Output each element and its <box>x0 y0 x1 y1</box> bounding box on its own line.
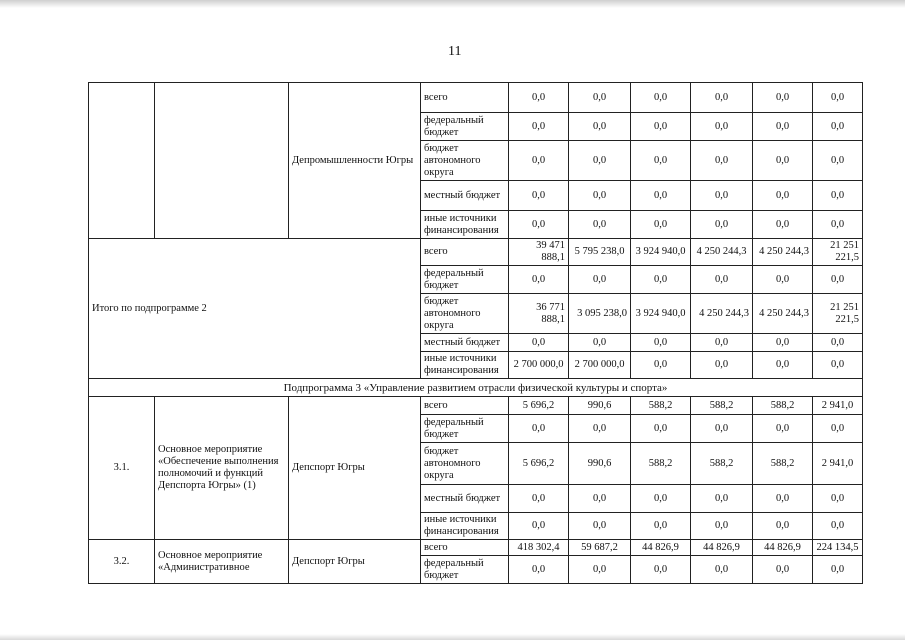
value-cell: 0,0 <box>813 211 863 239</box>
value-cell: 0,0 <box>569 556 631 584</box>
value-cell: 2 700 000,0 <box>509 352 569 379</box>
value-cell: 2 941,0 <box>813 443 863 485</box>
value-cell: 0,0 <box>631 83 691 113</box>
scan-top-edge <box>0 0 905 8</box>
value-cell: 0,0 <box>753 83 813 113</box>
source-cell: бюджет автономного округа <box>421 294 509 334</box>
value-cell: 0,0 <box>753 211 813 239</box>
value-cell: 0,0 <box>813 513 863 540</box>
value-cell: 0,0 <box>509 556 569 584</box>
value-cell: 0,0 <box>569 415 631 443</box>
value-cell: 21 251 221,5 <box>813 239 863 266</box>
table-row <box>89 397 863 415</box>
value-cell: 0,0 <box>691 485 753 513</box>
value-cell: 0,0 <box>753 513 813 540</box>
budget-table <box>88 82 863 584</box>
subprogram-total-label: Итого по подпрограмме 2 <box>89 239 421 379</box>
value-cell: 0,0 <box>813 334 863 352</box>
value-cell: 588,2 <box>753 443 813 485</box>
number-cell <box>89 83 155 239</box>
value-cell: 0,0 <box>691 266 753 294</box>
executor-cell: Депромышленности Югры <box>289 83 421 239</box>
value-cell: 4 250 244,3 <box>691 294 753 334</box>
source-cell: бюджет автономного округа <box>421 443 509 485</box>
value-cell: 36 771 888,1 <box>509 294 569 334</box>
value-cell: 0,0 <box>631 334 691 352</box>
executor-cell: Депспорт Югры <box>289 540 421 584</box>
table-row <box>89 83 863 113</box>
value-cell: 5 696,2 <box>509 397 569 415</box>
value-cell: 2 941,0 <box>813 397 863 415</box>
source-cell: всего <box>421 397 509 415</box>
value-cell: 0,0 <box>509 141 569 181</box>
value-cell: 0,0 <box>569 513 631 540</box>
value-cell: 0,0 <box>753 334 813 352</box>
value-cell: 224 134,5 <box>813 540 863 556</box>
table-row <box>89 239 863 266</box>
value-cell: 39 471 888,1 <box>509 239 569 266</box>
value-cell: 0,0 <box>569 141 631 181</box>
value-cell: 0,0 <box>691 556 753 584</box>
value-cell: 4 250 244,3 <box>691 239 753 266</box>
subprogram-title: Подпрограмма 3 «Управление развитием отрасли физической культуры и спорта» <box>89 379 863 397</box>
value-cell: 0,0 <box>631 485 691 513</box>
value-cell: 0,0 <box>631 181 691 211</box>
measure-name: Основное мероприятие «Административное <box>155 540 289 584</box>
source-cell: местный бюджет <box>421 485 509 513</box>
value-cell: 3 924 940,0 <box>631 239 691 266</box>
value-cell: 0,0 <box>691 83 753 113</box>
value-cell: 2 700 000,0 <box>569 352 631 379</box>
value-cell: 0,0 <box>509 415 569 443</box>
value-cell: 0,0 <box>631 415 691 443</box>
source-cell: всего <box>421 83 509 113</box>
measure-name-cell <box>155 83 289 239</box>
value-cell: 0,0 <box>631 352 691 379</box>
value-cell: 588,2 <box>753 397 813 415</box>
value-cell: 0,0 <box>813 181 863 211</box>
value-cell: 0,0 <box>631 556 691 584</box>
value-cell: 0,0 <box>509 485 569 513</box>
value-cell: 0,0 <box>813 113 863 141</box>
value-cell: 0,0 <box>753 556 813 584</box>
source-cell: всего <box>421 540 509 556</box>
value-cell: 44 826,9 <box>631 540 691 556</box>
value-cell: 0,0 <box>509 83 569 113</box>
item-number: 3.2. <box>89 540 155 584</box>
value-cell: 44 826,9 <box>691 540 753 556</box>
scan-bottom-edge <box>0 634 905 640</box>
value-cell: 0,0 <box>509 513 569 540</box>
value-cell: 588,2 <box>691 397 753 415</box>
value-cell: 0,0 <box>813 415 863 443</box>
value-cell: 3 095 238,0 <box>569 294 631 334</box>
value-cell: 0,0 <box>631 513 691 540</box>
value-cell: 0,0 <box>509 266 569 294</box>
value-cell: 4 250 244,3 <box>753 294 813 334</box>
value-cell: 588,2 <box>631 397 691 415</box>
value-cell: 0,0 <box>691 334 753 352</box>
value-cell: 5 795 238,0 <box>569 239 631 266</box>
source-cell: федеральный бюджет <box>421 415 509 443</box>
value-cell: 4 250 244,3 <box>753 239 813 266</box>
source-cell: федеральный бюджет <box>421 556 509 584</box>
value-cell: 0,0 <box>569 83 631 113</box>
value-cell: 0,0 <box>753 113 813 141</box>
value-cell: 0,0 <box>753 181 813 211</box>
source-cell: бюджет автономного округа <box>421 141 509 181</box>
page-number: 11 <box>448 44 462 59</box>
value-cell: 0,0 <box>813 141 863 181</box>
value-cell: 5 696,2 <box>509 443 569 485</box>
value-cell: 0,0 <box>813 83 863 113</box>
source-cell: федеральный бюджет <box>421 266 509 294</box>
value-cell: 0,0 <box>569 181 631 211</box>
value-cell: 0,0 <box>509 113 569 141</box>
value-cell: 0,0 <box>631 141 691 181</box>
value-cell: 0,0 <box>569 334 631 352</box>
value-cell: 0,0 <box>813 352 863 379</box>
value-cell: 0,0 <box>631 211 691 239</box>
source-cell: иные источники финансирования <box>421 513 509 540</box>
value-cell: 0,0 <box>569 211 631 239</box>
source-cell: федеральный бюджет <box>421 113 509 141</box>
value-cell: 588,2 <box>691 443 753 485</box>
value-cell: 0,0 <box>691 211 753 239</box>
measure-name: Основное мероприятие «Обеспечение выполнения полномочий и функций Депспорта Югры» (1) <box>155 397 289 540</box>
value-cell: 0,0 <box>569 113 631 141</box>
source-cell: иные источники финансирования <box>421 211 509 239</box>
source-cell: местный бюджет <box>421 334 509 352</box>
value-cell: 0,0 <box>753 485 813 513</box>
value-cell: 0,0 <box>631 266 691 294</box>
value-cell: 0,0 <box>509 334 569 352</box>
value-cell: 0,0 <box>813 266 863 294</box>
value-cell: 0,0 <box>813 485 863 513</box>
value-cell: 0,0 <box>753 352 813 379</box>
value-cell: 0,0 <box>691 113 753 141</box>
table-row <box>89 540 863 556</box>
value-cell: 59 687,2 <box>569 540 631 556</box>
source-cell: местный бюджет <box>421 181 509 211</box>
source-cell: всего <box>421 239 509 266</box>
value-cell: 0,0 <box>691 141 753 181</box>
value-cell: 0,0 <box>691 181 753 211</box>
value-cell: 0,0 <box>569 485 631 513</box>
source-cell: иные источники финансирования <box>421 352 509 379</box>
value-cell: 0,0 <box>631 113 691 141</box>
value-cell: 0,0 <box>753 266 813 294</box>
executor-cell: Депспорт Югры <box>289 397 421 540</box>
value-cell: 990,6 <box>569 443 631 485</box>
value-cell: 44 826,9 <box>753 540 813 556</box>
value-cell: 0,0 <box>509 181 569 211</box>
value-cell: 588,2 <box>631 443 691 485</box>
value-cell: 418 302,4 <box>509 540 569 556</box>
value-cell: 0,0 <box>569 266 631 294</box>
value-cell: 3 924 940,0 <box>631 294 691 334</box>
value-cell: 0,0 <box>813 556 863 584</box>
item-number: 3.1. <box>89 397 155 540</box>
value-cell: 0,0 <box>691 415 753 443</box>
value-cell: 0,0 <box>753 415 813 443</box>
value-cell: 0,0 <box>509 211 569 239</box>
value-cell: 0,0 <box>753 141 813 181</box>
value-cell: 21 251 221,5 <box>813 294 863 334</box>
value-cell: 0,0 <box>691 513 753 540</box>
value-cell: 990,6 <box>569 397 631 415</box>
table-row <box>89 379 863 397</box>
value-cell: 0,0 <box>691 352 753 379</box>
